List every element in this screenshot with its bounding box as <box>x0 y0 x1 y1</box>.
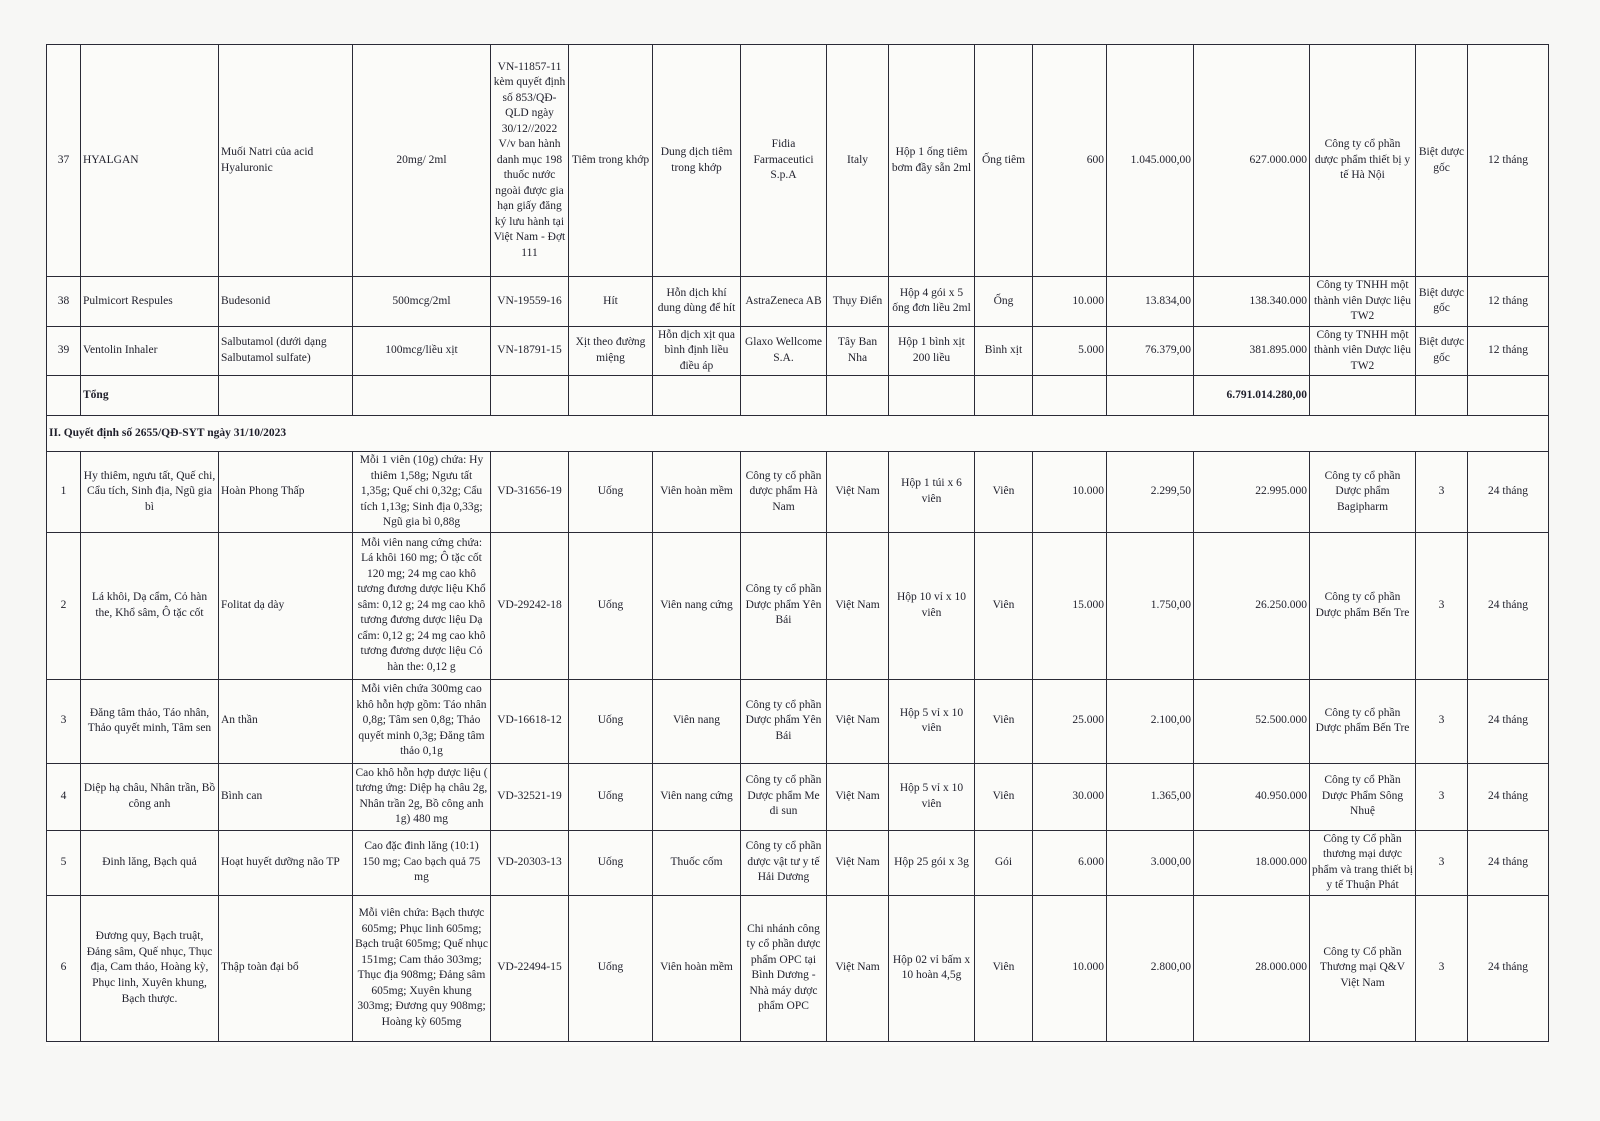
cell-country: Thụy Điển <box>827 277 889 327</box>
cell-strength: Mỗi viên chứa: Bạch thược 605mg; Phục linh 605mg; Bạch truật 605mg; Quế nhục 151mg; Cam thảo 303mg; Thục địa 908mg; Đảng sâm 605mg; Xuyên khung 303mg; Đương quy 908mg; Hoàng kỳ 605mg <box>353 895 491 1041</box>
cell-strength: Mỗi viên nang cứng chứa: Lá khôi 160 mg; Ô tặc cốt 120 mg; 24 mg cao khô tương đương dược liệu Khổ sâm: 0,12 g; 24 mg cao khô tương đương dược liệu Dạ cẩm: 0,12 g; 24 mg cao khô tương đương dược liệu Cỏ hàn the: 0,12 g <box>353 532 491 679</box>
cell-maker: AstraZeneca AB <box>741 277 827 327</box>
cell-country: Italy <box>827 45 889 277</box>
cell-form: Thuốc cốm <box>653 830 741 895</box>
cell-country: Việt Nam <box>827 452 889 533</box>
cell-supplier: Công ty TNHH một thành viên Dược liệu TW2 <box>1310 277 1416 327</box>
cell-stt: 37 <box>47 45 81 277</box>
cell-group: 3 <box>1416 763 1468 830</box>
table-row <box>47 679 1549 763</box>
cell-total: 18.000.000 <box>1194 830 1310 895</box>
cell-group: Biệt dược gốc <box>1416 326 1468 376</box>
table-row <box>47 532 1549 679</box>
cell-stt: 39 <box>47 326 81 376</box>
cell-form: Viên hoàn mềm <box>653 895 741 1041</box>
cell-pack: Hộp 4 gói x 5 ống đơn liều 2ml <box>889 277 975 327</box>
cell-maker: Chi nhánh công ty cổ phần dược phẩm OPC tại Bình Dương - Nhà máy dược phẩm OPC <box>741 895 827 1041</box>
cell-active: Lá khôi, Dạ cẩm, Cỏ hàn the, Khổ sâm, Ô tặc cốt <box>81 532 219 679</box>
cell-active: Đương quy, Bạch truật, Đảng sâm, Quế nhục, Thục địa, Cam thảo, Hoàng kỳ, Phục linh, Xuyên khung, Bạch thược. <box>81 895 219 1041</box>
cell-route: Uống <box>569 679 653 763</box>
cell-unit: Viên <box>975 763 1033 830</box>
cell-maker: Công ty cổ phần dược vật tư y tế Hải Dương <box>741 830 827 895</box>
cell-route: Uống <box>569 763 653 830</box>
cell-price: 2.800,00 <box>1107 895 1194 1041</box>
cell-price: 1.365,00 <box>1107 763 1194 830</box>
cell-group: Biệt dược gốc <box>1416 277 1468 327</box>
cell-total: 381.895.000 <box>1194 326 1310 376</box>
cell-pack: Hộp 10 vỉ x 10 viên <box>889 532 975 679</box>
cell-route: Xịt theo đường miệng <box>569 326 653 376</box>
cell-price: 1.750,00 <box>1107 532 1194 679</box>
cell-stt: 4 <box>47 763 81 830</box>
cell-form: Dung dịch tiêm trong khớp <box>653 45 741 277</box>
cell-form: Hỗn dịch khí dung dùng để hít <box>653 277 741 327</box>
cell-price: 1.045.000,00 <box>1107 45 1194 277</box>
drug-table <box>46 44 1549 1042</box>
cell-qty: 10.000 <box>1033 452 1107 533</box>
cell-stt: 2 <box>47 532 81 679</box>
cell-route: Tiêm trong khớp <box>569 45 653 277</box>
table-row <box>47 326 1549 376</box>
cell-pack: Hộp 5 vỉ x 10 viên <box>889 763 975 830</box>
cell-form: Viên nang <box>653 679 741 763</box>
cell-strength: Cao đặc đinh lăng (10:1) 150 mg; Cao bạch quả 75 mg <box>353 830 491 895</box>
cell-group: 3 <box>1416 532 1468 679</box>
cell-price: 13.834,00 <box>1107 277 1194 327</box>
cell-total: 138.340.000 <box>1194 277 1310 327</box>
cell-name: Ventolin Inhaler <box>81 326 219 376</box>
cell-total: 22.995.000 <box>1194 452 1310 533</box>
cell-pack: Hộp 1 ống tiêm bơm đầy sẵn 2ml <box>889 45 975 277</box>
cell-qty: 10.000 <box>1033 895 1107 1041</box>
document-sheet <box>46 44 1548 1046</box>
cell-name: Hoạt huyết dưỡng não TP <box>219 830 353 895</box>
cell-maker: Glaxo Wellcome S.A. <box>741 326 827 376</box>
cell-price: 76.379,00 <box>1107 326 1194 376</box>
cell-shelf: 24 tháng <box>1468 452 1549 533</box>
cell-price: 2.299,50 <box>1107 452 1194 533</box>
cell-stt: 5 <box>47 830 81 895</box>
cell-pack: Hộp 5 vỉ x 10 viên <box>889 679 975 763</box>
cell-route: Uống <box>569 532 653 679</box>
cell-unit: Viên <box>975 532 1033 679</box>
cell-stt: 6 <box>47 895 81 1041</box>
cell-country: Việt Nam <box>827 763 889 830</box>
cell-route: Uống <box>569 895 653 1041</box>
cell-reg: VD-31656-19 <box>491 452 569 533</box>
cell-group: 3 <box>1416 895 1468 1041</box>
cell-total: 627.000.000 <box>1194 45 1310 277</box>
cell-maker: Fidia Farmaceutici S.p.A <box>741 45 827 277</box>
cell-country: Việt Nam <box>827 679 889 763</box>
cell-active: Budesonid <box>219 277 353 327</box>
cell-reg: VD-22494-15 <box>491 895 569 1041</box>
cell-strength: 20mg/ 2ml <box>353 45 491 277</box>
cell-name: Pulmicort Respules <box>81 277 219 327</box>
cell-stt: 38 <box>47 277 81 327</box>
cell-country: Việt Nam <box>827 830 889 895</box>
cell-form: Hỗn dịch xịt qua bình định liều điều áp <box>653 326 741 376</box>
cell-supplier: Công ty cổ phần Dược phẩm Bến Tre <box>1310 532 1416 679</box>
table-row <box>47 895 1549 1041</box>
cell-price: 3.000,00 <box>1107 830 1194 895</box>
cell-shelf: 24 tháng <box>1468 895 1549 1041</box>
cell-supplier: Công ty cổ phần Dược phẩm Bến Tre <box>1310 679 1416 763</box>
cell-form: Viên nang cứng <box>653 763 741 830</box>
cell-supplier: Công ty Cổ phần thương mại dược phẩm và trang thiết bị y tế Thuận Phát <box>1310 830 1416 895</box>
table-row <box>47 830 1549 895</box>
cell-unit: Viên <box>975 452 1033 533</box>
cell-country: Việt Nam <box>827 895 889 1041</box>
cell-price: 2.100,00 <box>1107 679 1194 763</box>
cell-supplier: Công ty cổ phần dược phẩm thiết bị y tế Hà Nội <box>1310 45 1416 277</box>
table-row <box>47 452 1549 533</box>
cell-name: Thập toàn đại bổ <box>219 895 353 1041</box>
cell-total: 26.250.000 <box>1194 532 1310 679</box>
cell-route: Hít <box>569 277 653 327</box>
cell-reg: VN-18791-15 <box>491 326 569 376</box>
cell-unit: Ống tiêm <box>975 45 1033 277</box>
cell-group: 3 <box>1416 679 1468 763</box>
cell-qty: 30.000 <box>1033 763 1107 830</box>
total-label: Tổng <box>81 376 219 416</box>
cell-pack: Hộp 25 gói x 3g <box>889 830 975 895</box>
cell-shelf: 12 tháng <box>1468 326 1549 376</box>
table-row <box>47 277 1549 327</box>
cell-unit: Viên <box>975 679 1033 763</box>
cell-name: HYALGAN <box>81 45 219 277</box>
cell-qty: 600 <box>1033 45 1107 277</box>
cell-pack: Hộp 1 bình xịt 200 liều <box>889 326 975 376</box>
cell-reg: VD-16618-12 <box>491 679 569 763</box>
cell-strength: Mỗi viên chứa 300mg cao khô hỗn hợp gồm: Táo nhân 0,8g; Tâm sen 0,8g; Thảo quyết minh 0,3g; Đăng tâm thảo 0,1g <box>353 679 491 763</box>
cell-unit: Ống <box>975 277 1033 327</box>
cell-active: Đăng tâm thảo, Táo nhân, Thảo quyết minh, Tâm sen <box>81 679 219 763</box>
cell-group: 3 <box>1416 452 1468 533</box>
cell-strength: 500mcg/2ml <box>353 277 491 327</box>
cell-qty: 10.000 <box>1033 277 1107 327</box>
cell-maker: Công ty cổ phần dược phẩm Hà Nam <box>741 452 827 533</box>
cell-qty: 5.000 <box>1033 326 1107 376</box>
total-value: 6.791.014.280,00 <box>1194 376 1310 416</box>
cell-shelf: 12 tháng <box>1468 45 1549 277</box>
cell-pack: Hộp 1 túi x 6 viên <box>889 452 975 533</box>
cell-group: Biệt dược gốc <box>1416 45 1468 277</box>
cell-unit: Gói <box>975 830 1033 895</box>
total-row <box>47 376 1549 416</box>
cell-reg: VD-29242-18 <box>491 532 569 679</box>
cell-active: Salbutamol (dưới dạng Salbutamol sulfate) <box>219 326 353 376</box>
cell-unit: Viên <box>975 895 1033 1041</box>
cell-strength: Cao khô hỗn hợp dược liệu ( tương ứng: Diệp hạ châu 2g, Nhân trần 2g, Bồ công anh 1g) 480 mg <box>353 763 491 830</box>
cell-supplier: Công ty Cổ phần Thương mại Q&V Việt Nam <box>1310 895 1416 1041</box>
cell-shelf: 24 tháng <box>1468 679 1549 763</box>
cell-supplier: Công ty cổ Phần Dược Phẩm Sông Nhuệ <box>1310 763 1416 830</box>
cell-total: 40.950.000 <box>1194 763 1310 830</box>
section-title: II. Quyết định số 2655/QĐ-SYT ngày 31/10/2023 <box>47 416 1549 452</box>
cell-unit: Bình xịt <box>975 326 1033 376</box>
cell-shelf: 24 tháng <box>1468 830 1549 895</box>
cell-total: 28.000.000 <box>1194 895 1310 1041</box>
cell-supplier: Công ty cổ phần Dược phẩm Bagipharm <box>1310 452 1416 533</box>
cell-route: Uống <box>569 452 653 533</box>
cell-maker: Công ty cổ phần Dược phẩm Yên Bái <box>741 679 827 763</box>
cell-name: Hoàn Phong Thấp <box>219 452 353 533</box>
cell-form: Viên nang cứng <box>653 532 741 679</box>
cell-reg: VD-20303-13 <box>491 830 569 895</box>
cell-maker: Công ty cổ phần Dược phẩm Me di sun <box>741 763 827 830</box>
cell-qty: 6.000 <box>1033 830 1107 895</box>
cell-stt: 3 <box>47 679 81 763</box>
cell-country: Tây Ban Nha <box>827 326 889 376</box>
cell-route: Uống <box>569 830 653 895</box>
cell-reg: VN-19559-16 <box>491 277 569 327</box>
cell-supplier: Công ty TNHH một thành viên Dược liệu TW2 <box>1310 326 1416 376</box>
cell-total: 52.500.000 <box>1194 679 1310 763</box>
cell-qty: 15.000 <box>1033 532 1107 679</box>
cell-form: Viên hoàn mềm <box>653 452 741 533</box>
cell-shelf: 12 tháng <box>1468 277 1549 327</box>
table-row <box>47 763 1549 830</box>
cell-shelf: 24 tháng <box>1468 532 1549 679</box>
cell-active: Muối Natri của acid Hyaluronic <box>219 45 353 277</box>
cell-country: Việt Nam <box>827 532 889 679</box>
cell-pack: Hộp 02 vỉ bấm x 10 hoàn 4,5g <box>889 895 975 1041</box>
cell-strength: Mỗi 1 viên (10g) chứa: Hy thiêm 1,58g; Ngưu tất 1,35g; Quế chi 0,32g; Cẩu tích 1,13g; Sinh địa 0,33g; Ngũ gia bì 0,88g <box>353 452 491 533</box>
cell-name: Bình can <box>219 763 353 830</box>
cell-shelf: 24 tháng <box>1468 763 1549 830</box>
cell-name: An thần <box>219 679 353 763</box>
cell-maker: Công ty cổ phần Dược phẩm Yên Bái <box>741 532 827 679</box>
section-header-row <box>47 416 1549 452</box>
table-row <box>47 45 1549 277</box>
cell-group: 3 <box>1416 830 1468 895</box>
cell-qty: 25.000 <box>1033 679 1107 763</box>
cell-active: Đinh lăng, Bạch quả <box>81 830 219 895</box>
cell-active: Hy thiêm, ngưu tất, Quế chi, Cẩu tích, Sinh địa, Ngũ gia bì <box>81 452 219 533</box>
cell-reg: VD-32521-19 <box>491 763 569 830</box>
cell-stt: 1 <box>47 452 81 533</box>
cell-strength: 100mcg/liều xịt <box>353 326 491 376</box>
cell-name: Folitat dạ dày <box>219 532 353 679</box>
cell-reg: VN-11857-11 kèm quyết định số 853/QĐ-QLD ngày 30/12//2022 V/v ban hành danh mục 198 thuốc nước ngoài được gia hạn giấy đăng ký lưu hành tại Việt Nam - Đợt 111 <box>491 45 569 277</box>
cell-active: Diệp hạ châu, Nhân trần, Bồ công anh <box>81 763 219 830</box>
